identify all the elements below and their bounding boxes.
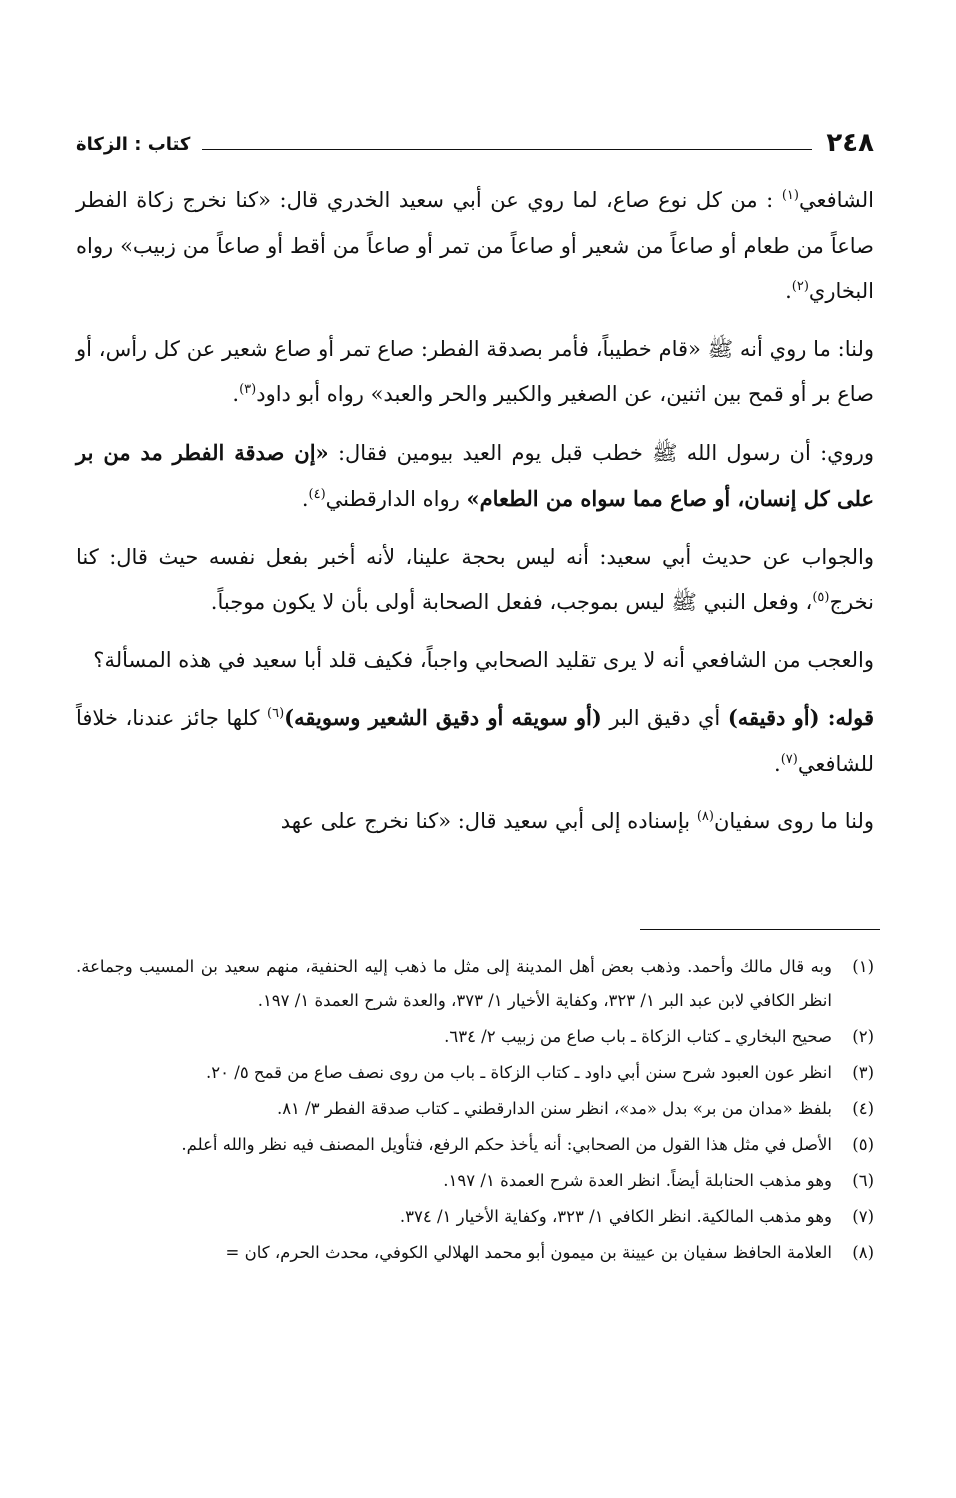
text-run: . (774, 751, 781, 776)
footnote (76, 1128, 874, 1162)
matn-quote-bold: قوله: (أو دقيقه) (727, 705, 875, 730)
text-run: . (301, 487, 309, 511)
footnote (76, 950, 874, 1018)
footnote-text: انظر عون العبود شرح سنن أبي داود ـ كتاب الزكاة ـ باب من روى نصف صاع من قمح ٥/ ٢٠. (206, 1063, 832, 1082)
text-run: . (785, 279, 792, 303)
footnote-number: (٧) (852, 1207, 874, 1226)
footnote-number: (٦) (852, 1171, 874, 1190)
footnote (76, 1020, 874, 1054)
footnote-text: وهو مذهب المالكية. انظر الكافي ١/ ٣٢٣، وكفاية الأخيار ١/ ٣٧٤. (399, 1207, 832, 1226)
footnote-ref-2: (٢) (791, 279, 809, 294)
text-run: والجواب عن حديث أبي سعيد: أنه ليس بحجة علينا، لأنه أخبر بفعل نفسه حيث قال: كنا نخرج (76, 544, 874, 614)
footnote-text: وبه قال مالك وأحمد. وذهب بعض أهل المدينة إلى مثل ما ذهب إليه الحنفية، منهم سعيد بن المسيب وجماعة. انظر الكافي لابن عبد البر ١/ ٣٢٣، وكفاية الأخيار ١/ ٣٧٣، والعدة شرح العمدة ١/ ١٩٧. (76, 957, 832, 1010)
running-header (76, 118, 874, 158)
text-run: ولنا ما روى سفيان (713, 809, 874, 833)
footnote-ref-8: (٨) (696, 809, 714, 824)
text-run: ولنا: ما روي أنه ﷺ «قام خطيباً، فأمر بصدقة الفطر: صاع تمر أو صاع شعير عن كل رأس، أو صاع بر أو قمح بين اثنين، عن الصغير والكبير والحر والعبد» رواه أبو داود (76, 336, 874, 406)
footnote-ref-6: (٦) (267, 706, 285, 721)
footnote-text: صحيح البخاري ـ كتاب الزكاة ـ باب صاع من زبيب ٢/ ٦٣٤. (444, 1027, 832, 1046)
footnote-separator (640, 929, 880, 930)
footnote-text: وهو مذهب الحنابلة أيضاً. انظر العدة شرح العمدة ١/ ١٩٧. (443, 1171, 832, 1190)
paragraph-1 (76, 178, 874, 315)
footnote-number: (٥) (852, 1135, 874, 1154)
paragraph-2 (76, 327, 874, 418)
matn-quote-bold: (أو سويقه أو دقيق الشعير وسويقه) (284, 705, 602, 730)
text-run: كلها جائز عندنا، خلافاً للشافعي (76, 706, 874, 776)
footnote-text: العلامة الحافظ سفيان بن عيينة بن ميمون أبو محمد الهلالي الكوفي، محدث الحرم، كان = (225, 1243, 832, 1262)
paragraph-7 (76, 799, 874, 845)
text-run: . (232, 382, 240, 406)
main-text (76, 178, 874, 845)
paragraph-6 (76, 695, 874, 787)
footnote-number: (٣) (852, 1063, 874, 1082)
footnote-number: (٨) (852, 1243, 874, 1262)
footnote-text: بلفظ «مدان من بر» بدل «مد»، انظر سنن الدارقطني ـ كتاب صدقة الفطر ٣/ ٨١. (276, 1099, 832, 1118)
footnotes (76, 950, 874, 1272)
footnote-number: (١) (852, 957, 874, 976)
footnote-ref-7: (٧) (780, 751, 798, 767)
footnote (76, 1236, 874, 1270)
page-body (76, 118, 874, 857)
footnote-ref-5: (٥) (812, 590, 830, 605)
text-run: وروي: أن رسول الله ﷺ خطب قبل يوم العيد بيومين فقال: (328, 440, 874, 465)
text-run: : من كل نوع صاع، لما روي عن أبي سعيد الخدري قال: «كنا نخرج زكاة الفطر صاعاً من طعام أو صاعاً من شعير أو صاعاً من تمر أو صاعاً من أقط أو صاعاً من زبيب» رواه البخاري (76, 188, 874, 303)
paragraph-3 (76, 430, 874, 523)
footnote-ref-4: (٤) (308, 487, 326, 502)
hadith-quote-bold: «إن صدقة الفطر مد من بر على كل إنسان، أو صاع مما سواه من الطعام» (76, 439, 874, 511)
footnote-number: (٤) (852, 1099, 874, 1118)
text-run: رواه الدارقطني (325, 487, 467, 511)
footnote-ref-1: (١) (781, 188, 799, 203)
text-run: الشافعي (798, 188, 874, 212)
paragraph-4 (76, 535, 874, 626)
page-number: ٢٤٨ (826, 128, 874, 158)
text-run: والعجب من الشافعي أنه لا يرى تقليد الصحابي واجباً، فكيف قلد أبا سعيد في هذه المسألة؟ (93, 647, 874, 672)
footnote-ref-3: (٣) (239, 382, 257, 397)
header-rule (202, 149, 812, 150)
text-run: ، وفعل النبي ﷺ ليس بموجب، ففعل الصحابة أولى بأن لا يكون موجباً. (210, 590, 813, 614)
chapter-title: كتاب : الزكاة (76, 134, 191, 155)
footnote (76, 1092, 874, 1126)
footnote-number: (٢) (852, 1027, 874, 1046)
paragraph-5 (76, 638, 874, 684)
text-run: بإسناده إلى أبي سعيد قال: «كنا نخرج على عهد (280, 809, 697, 833)
footnote (76, 1056, 874, 1090)
footnote-text: الأصل في مثل هذا القول من الصحابي: أنه يأخذ حكم الرفع، فتأويل المصنف فيه نظر والله أعلم. (181, 1135, 832, 1154)
footnote (76, 1200, 874, 1234)
text-run: أي دقيق البر (601, 706, 728, 730)
footnote (76, 1164, 874, 1198)
